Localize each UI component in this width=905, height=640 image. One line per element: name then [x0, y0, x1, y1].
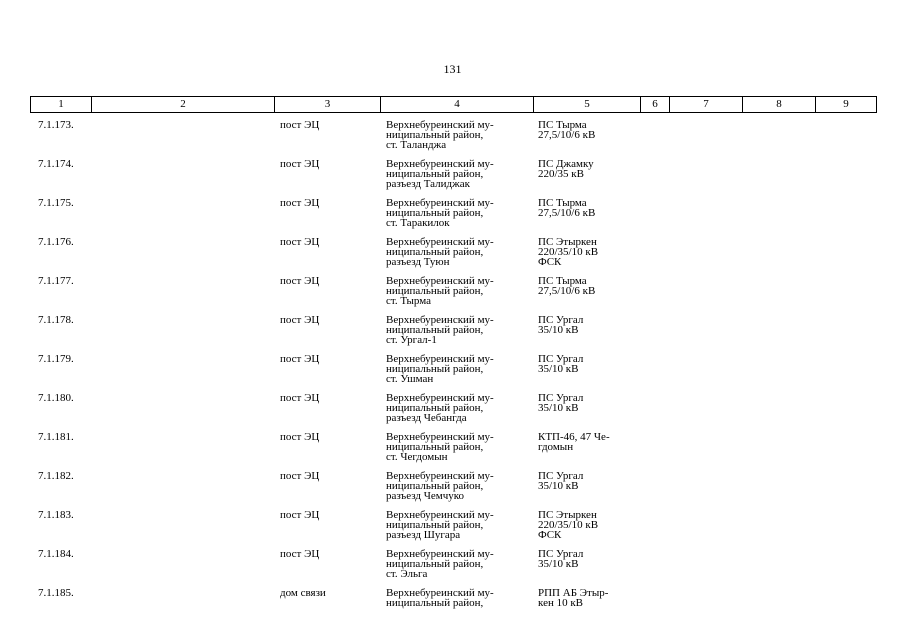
location-line: Верхнебуреинский му- — [386, 158, 494, 170]
location-line: разъезд Чебангда — [386, 412, 467, 424]
power-source-line: 35/10 кВ — [538, 324, 579, 336]
power-source-line: 220/35/10 кВ — [538, 246, 599, 258]
location-line: Верхнебуреинский му- — [386, 392, 494, 404]
row-number: 7.1.173. — [38, 119, 74, 131]
location-line: разъезд Шугара — [386, 529, 461, 541]
power-source-cell — [538, 159, 638, 179]
location-cell — [386, 354, 526, 384]
location-line: Верхнебуреинский му- — [386, 275, 494, 287]
table-row — [30, 508, 876, 547]
location-line: разъезд Туюн — [386, 256, 450, 268]
table-row — [30, 313, 876, 352]
location-cell — [386, 315, 526, 345]
column-header-table — [30, 96, 877, 113]
location-cell — [386, 237, 526, 267]
location-line: Верхнебуреинский му- — [386, 236, 494, 248]
power-source-line: 35/10 кВ — [538, 402, 579, 414]
column-header-8: 8 — [743, 97, 816, 113]
column-header-2: 2 — [92, 97, 275, 113]
column-header-1: 1 — [31, 97, 92, 113]
location-cell — [386, 276, 526, 306]
location-line: ст. Ургал-1 — [386, 334, 437, 346]
object-type: дом связи — [280, 587, 326, 599]
object-type: пост ЭЦ — [280, 158, 320, 170]
location-line: ниципальный район, — [386, 558, 484, 570]
power-source-cell — [538, 588, 638, 608]
table-row — [30, 469, 876, 508]
table-row — [30, 586, 876, 625]
location-cell — [386, 510, 526, 540]
location-line: ниципальный район, — [386, 207, 484, 219]
power-source-line: ПС Ургал — [538, 548, 584, 560]
table-row — [30, 157, 876, 196]
location-line: ст. Чегдомын — [386, 451, 448, 463]
location-line: Верхнебуреинский му- — [386, 587, 494, 599]
location-line: ниципальный район, — [386, 168, 484, 180]
location-line: ст. Таракилок — [386, 217, 450, 229]
location-line: ст. Ушман — [386, 373, 434, 385]
power-source-line: ПС Тырма — [538, 197, 587, 209]
column-header-4: 4 — [381, 97, 534, 113]
object-type: пост ЭЦ — [280, 197, 320, 209]
power-source-line: ПС Тырма — [538, 275, 587, 287]
object-type: пост ЭЦ — [280, 431, 320, 443]
location-line: ниципальный район, — [386, 402, 484, 414]
power-source-line: 220/35 кВ — [538, 168, 584, 180]
power-source-line: 35/10 кВ — [538, 363, 579, 375]
row-number: 7.1.183. — [38, 509, 74, 521]
power-source-line: 27,5/10/6 кВ — [538, 285, 596, 297]
table-row — [30, 235, 876, 274]
power-source-line: 35/10 кВ — [538, 558, 579, 570]
power-source-cell — [538, 393, 638, 413]
row-number: 7.1.182. — [38, 470, 74, 482]
power-source-line: гдомын — [538, 441, 574, 453]
object-type: пост ЭЦ — [280, 509, 320, 521]
location-line: Верхнебуреинский му- — [386, 197, 494, 209]
row-number: 7.1.180. — [38, 392, 74, 404]
row-number: 7.1.185. — [38, 587, 74, 599]
object-type: пост ЭЦ — [280, 275, 320, 287]
location-cell — [386, 471, 526, 501]
power-source-line: ПС Этыркен — [538, 236, 597, 248]
column-header-5: 5 — [534, 97, 641, 113]
power-source-cell — [538, 471, 638, 491]
location-line: ниципальный район, — [386, 519, 484, 531]
power-source-cell — [538, 354, 638, 374]
location-line: ст. Таланджа — [386, 139, 447, 151]
row-number: 7.1.174. — [38, 158, 74, 170]
power-source-line: ФСК — [538, 256, 562, 268]
location-line: ст. Тырма — [386, 295, 432, 307]
table-row — [30, 118, 876, 157]
table-row — [30, 352, 876, 391]
row-number: 7.1.176. — [38, 236, 74, 248]
location-line: Верхнебуреинский му- — [386, 548, 494, 560]
location-cell — [386, 198, 526, 228]
row-number: 7.1.179. — [38, 353, 74, 365]
column-header-7: 7 — [670, 97, 743, 113]
location-line: разъезд Чемчуко — [386, 490, 465, 502]
row-number: 7.1.181. — [38, 431, 74, 443]
table-row — [30, 196, 876, 235]
power-source-cell — [538, 276, 638, 296]
location-cell — [386, 393, 526, 423]
power-source-line: 220/35/10 кВ — [538, 519, 599, 531]
table-row — [30, 391, 876, 430]
column-header-6: 6 — [641, 97, 670, 113]
power-source-cell — [538, 120, 638, 140]
row-number: 7.1.178. — [38, 314, 74, 326]
location-line: разъезд Талиджак — [386, 178, 470, 190]
power-source-cell — [538, 237, 638, 267]
power-source-line: кен 10 кВ — [538, 597, 584, 609]
object-type: пост ЭЦ — [280, 353, 320, 365]
object-type: пост ЭЦ — [280, 548, 320, 560]
location-line: Верхнебуреинский му- — [386, 431, 494, 443]
location-line: ниципальный район, — [386, 363, 484, 375]
table-row — [30, 430, 876, 469]
power-source-line: ПС Джамку — [538, 158, 594, 170]
object-type: пост ЭЦ — [280, 470, 320, 482]
location-line: ниципальный район, — [386, 246, 484, 258]
location-line: Верхнебуреинский му- — [386, 314, 494, 326]
power-source-line: КТП-46, 47 Че- — [538, 431, 610, 443]
power-source-line: ПС Ургал — [538, 392, 584, 404]
table-body — [30, 118, 876, 625]
power-source-line: ПС Ургал — [538, 353, 584, 365]
location-line: Верхнебуреинский му- — [386, 353, 494, 365]
row-number: 7.1.177. — [38, 275, 74, 287]
object-type: пост ЭЦ — [280, 119, 320, 131]
object-type: пост ЭЦ — [280, 236, 320, 248]
location-line: ниципальный район, — [386, 597, 484, 609]
power-source-line: 27,5/10/6 кВ — [538, 129, 596, 141]
table-row — [30, 547, 876, 586]
location-line: ст. Эльга — [386, 568, 428, 580]
power-source-cell — [538, 510, 638, 540]
location-line: ниципальный район, — [386, 129, 484, 141]
column-header-3: 3 — [275, 97, 381, 113]
power-source-line: ПС Ургал — [538, 314, 584, 326]
location-cell — [386, 120, 526, 150]
power-source-cell — [538, 549, 638, 569]
power-source-line: РПП АБ Этыр- — [538, 587, 609, 599]
location-line: ниципальный район, — [386, 441, 484, 453]
location-line: Верхнебуреинский му- — [386, 509, 494, 521]
power-source-line: 35/10 кВ — [538, 480, 579, 492]
power-source-cell — [538, 432, 638, 452]
location-cell — [386, 588, 526, 608]
table-row — [30, 274, 876, 313]
location-cell — [386, 549, 526, 579]
object-type: пост ЭЦ — [280, 392, 320, 404]
power-source-line: ФСК — [538, 529, 562, 541]
location-line: ниципальный район, — [386, 285, 484, 297]
power-source-line: 27,5/10/6 кВ — [538, 207, 596, 219]
location-line: ниципальный район, — [386, 480, 484, 492]
row-number: 7.1.184. — [38, 548, 74, 560]
power-source-cell — [538, 198, 638, 218]
row-number: 7.1.175. — [38, 197, 74, 209]
location-line: ниципальный район, — [386, 324, 484, 336]
object-type: пост ЭЦ — [280, 314, 320, 326]
page-number: 131 — [443, 62, 462, 76]
power-source-cell — [538, 315, 638, 335]
power-source-line: ПС Тырма — [538, 119, 587, 131]
location-line: Верхнебуреинский му- — [386, 470, 494, 482]
location-cell — [386, 432, 526, 462]
location-cell — [386, 159, 526, 189]
column-header-9: 9 — [816, 97, 877, 113]
location-line: Верхнебуреинский му- — [386, 119, 494, 131]
power-source-line: ПС Ургал — [538, 470, 584, 482]
power-source-line: ПС Этыркен — [538, 509, 597, 521]
